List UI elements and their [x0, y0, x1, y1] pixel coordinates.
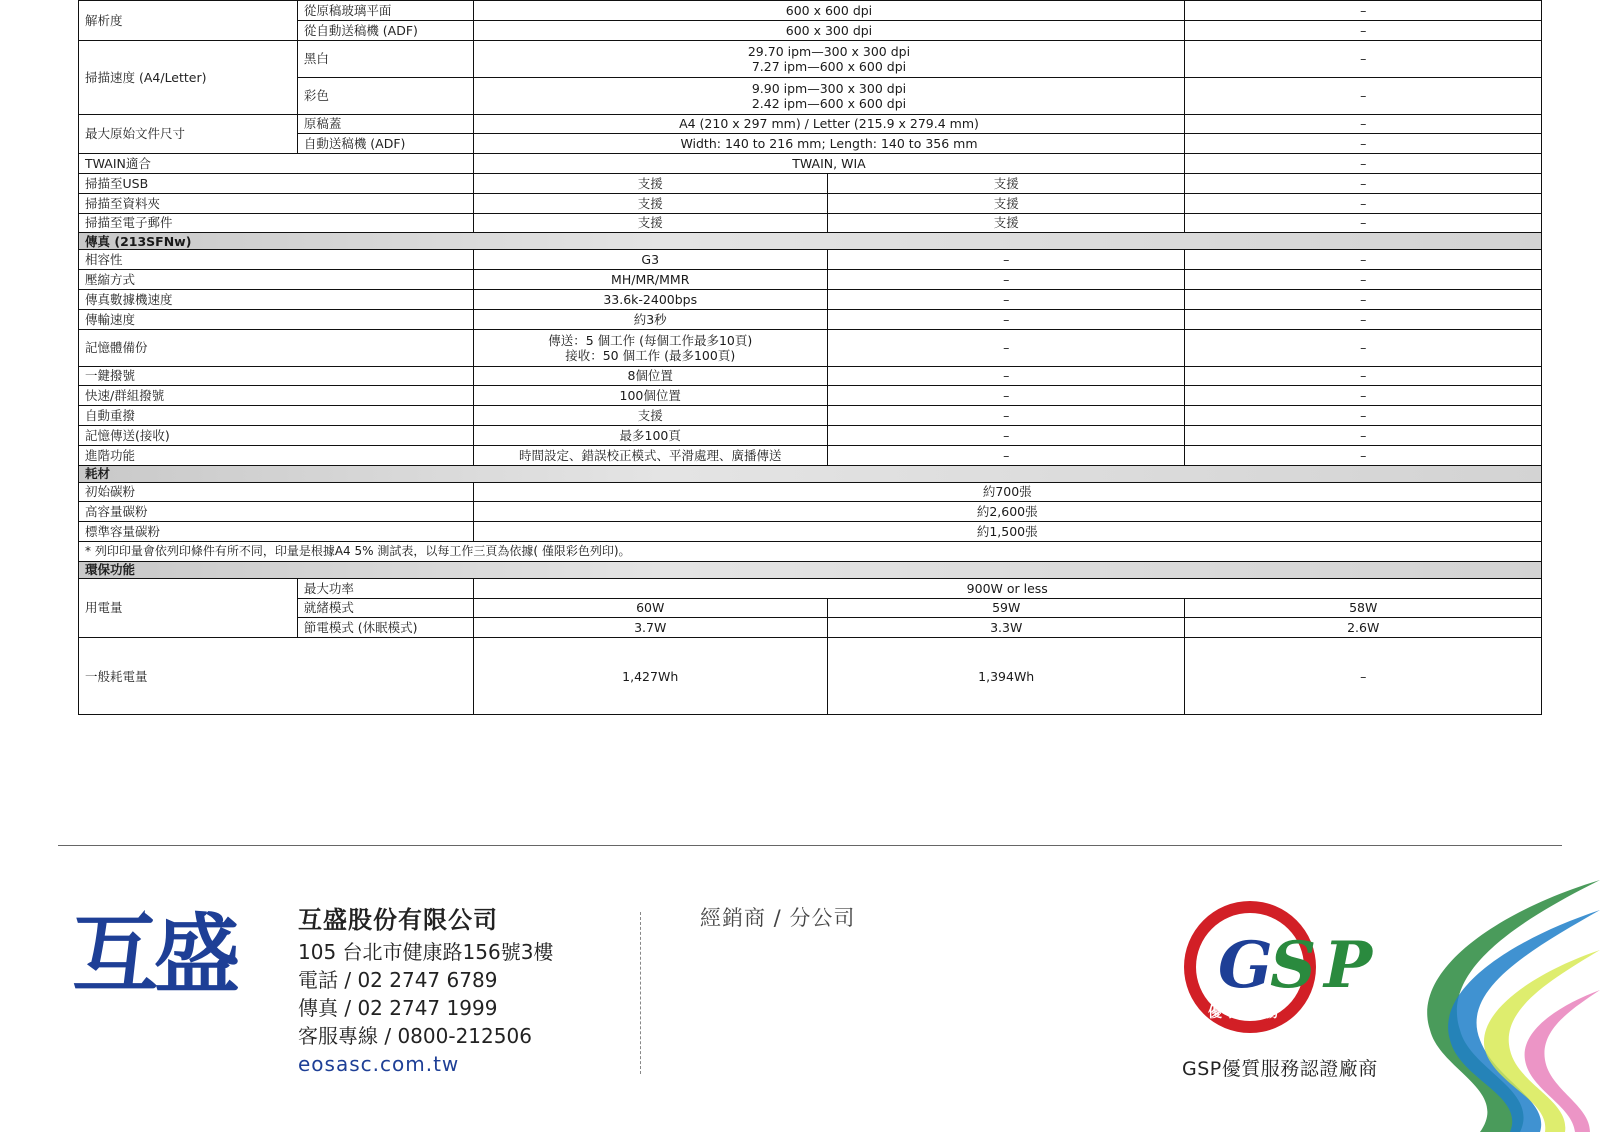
decorative-swoosh-graphic [1400, 880, 1600, 1132]
logo-text: 互盛 [72, 905, 236, 1000]
company-info [298, 906, 553, 1078]
row-label: 記憶體備份 [79, 329, 474, 366]
supplies-footnote: * 列印印量會依列印條件有所不同，印量是根據A4 5% 測試表，以每工作三頁為依據( 僅限彩色列印)。 [79, 541, 1542, 561]
cell-line: 2.42 ipm—600 x 600 dpi [751, 95, 907, 111]
cell-line: 傳送：5 個工作 (每個工作最多10頁) [548, 332, 753, 348]
table-row [79, 329, 1542, 366]
table-row [79, 20, 1542, 40]
footer-separator [640, 912, 641, 1074]
table-row [79, 638, 1542, 715]
table-row [79, 77, 1542, 114]
cell-value: 600 x 300 dpi [473, 20, 1185, 40]
cell-value: – [1185, 1, 1542, 21]
table-row [79, 193, 1542, 213]
cell-value: 時間設定、錯誤校正模式、平滑處理、廣播傳送 [473, 445, 827, 465]
row-label: 初始碳粉 [79, 482, 474, 502]
table-row [79, 386, 1542, 406]
svg-text:S: S [1270, 928, 1317, 1003]
cell-line: 接收：50 個工作 (最多100頁) [565, 347, 736, 363]
cell-value: – [1185, 425, 1542, 445]
cell-value: – [1185, 213, 1542, 233]
cell-value: 約1,500張 [473, 522, 1542, 542]
row-sub-label: 從原稿玻璃平面 [297, 1, 473, 21]
cell-value: – [1185, 114, 1542, 134]
section-header [79, 465, 1542, 482]
cell-value: – [1185, 289, 1542, 309]
cell-value: – [827, 406, 1185, 426]
cell-value [473, 40, 1185, 77]
table-row [79, 541, 1542, 561]
table-row [79, 425, 1542, 445]
table-row [79, 578, 1542, 598]
cell-value: – [1185, 366, 1542, 386]
cell-value: 2.6W [1185, 618, 1542, 638]
cell-value: Width: 140 to 216 mm; Length: 140 to 356 mm [473, 134, 1185, 154]
cell-value: – [827, 445, 1185, 465]
cell-value: – [827, 386, 1185, 406]
cell-value: – [827, 425, 1185, 445]
cell-value: 59W [827, 598, 1185, 618]
company-fax: 傳真 / 02 2747 1999 [298, 996, 498, 1020]
table-row [79, 482, 1542, 502]
row-label: 掃描至資料夾 [79, 193, 474, 213]
row-label: 相容性 [79, 250, 474, 270]
cell-value: – [827, 366, 1185, 386]
table-row [79, 40, 1542, 77]
section-title-supplies: 耗材 [79, 465, 1542, 482]
cell-value: 支援 [473, 193, 827, 213]
table-row [79, 250, 1542, 270]
cell-value: – [1185, 406, 1542, 426]
cell-value: 60W [473, 598, 827, 618]
cell-value: – [827, 289, 1185, 309]
cell-value: 約2,600張 [473, 502, 1542, 522]
table-row [79, 289, 1542, 309]
cell-value: 約3秒 [473, 309, 827, 329]
cell-value: MH/MR/MMR [473, 270, 827, 290]
row-sub-label: 自動送稿機 (ADF) [297, 134, 473, 154]
cell-value: 33.6k-2400bps [473, 289, 827, 309]
cell-value: – [1185, 386, 1542, 406]
row-sub-label: 原稿蓋 [297, 114, 473, 134]
table-row [79, 213, 1542, 233]
cell-value: 支援 [827, 213, 1185, 233]
cell-value: – [1185, 193, 1542, 213]
row-label: 進階功能 [79, 445, 474, 465]
cell-value: – [1185, 20, 1542, 40]
cell-value [473, 329, 827, 366]
cell-value: G3 [473, 250, 827, 270]
row-label: 一鍵撥號 [79, 366, 474, 386]
cell-value: – [1185, 309, 1542, 329]
table-row [79, 173, 1542, 193]
table-row [79, 134, 1542, 154]
cell-value: 58W [1185, 598, 1542, 618]
svg-text:優 良 服 務: 優 良 服 務 [1208, 1005, 1279, 1021]
row-label: 一般耗電量 [79, 638, 474, 715]
gsp-logo [1178, 895, 1404, 1040]
table-row [79, 406, 1542, 426]
section-title-eco: 環保功能 [79, 561, 1542, 578]
cell-value [473, 77, 1185, 114]
row-sub-label: 節電模式 (休眠模式) [297, 618, 473, 638]
section-header [79, 561, 1542, 578]
row-sub-label: 黑白 [297, 40, 473, 77]
cell-value: – [1185, 270, 1542, 290]
cell-value: 1,427Wh [473, 638, 827, 715]
cell-value: – [827, 250, 1185, 270]
cell-value: – [1185, 638, 1542, 715]
dealer-label: 經銷商 / 分公司 [700, 906, 856, 930]
cell-value: 支援 [827, 193, 1185, 213]
cell-value: – [827, 270, 1185, 290]
row-label: 傳輸速度 [79, 309, 474, 329]
row-group-label: 用電量 [79, 578, 298, 637]
row-sub-label: 從自動送稿機 (ADF) [297, 20, 473, 40]
section-title-fax: 傳真 (213SFNw) [79, 233, 1542, 250]
cell-value: 支援 [827, 173, 1185, 193]
row-label: 掃描至USB [79, 173, 474, 193]
row-group-label: 掃描速度 (A4/Letter) [79, 40, 298, 114]
row-label: 記憶傳送(接收) [79, 425, 474, 445]
spec-table [78, 0, 1542, 715]
row-label: 自動重撥 [79, 406, 474, 426]
cell-value: – [827, 309, 1185, 329]
cell-line: 7.27 ipm—600 x 600 dpi [751, 58, 907, 74]
row-sub-label: 最大功率 [297, 578, 473, 598]
cell-value: 3.7W [473, 618, 827, 638]
row-label: 快速/群組撥號 [79, 386, 474, 406]
cell-value: – [1185, 77, 1542, 114]
cell-line: 29.70 ipm—300 x 300 dpi [747, 43, 911, 59]
cell-value: – [1185, 173, 1542, 193]
cell-value: 最多100頁 [473, 425, 827, 445]
row-label: 傳真數據機速度 [79, 289, 474, 309]
table-row [79, 522, 1542, 542]
cell-line: 9.90 ipm—300 x 300 dpi [751, 80, 907, 96]
cell-value: 1,394Wh [827, 638, 1185, 715]
row-label: TWAIN適合 [79, 154, 474, 174]
company-hotline: 客服專線 / 0800-212506 [298, 1024, 532, 1048]
table-row [79, 309, 1542, 329]
row-label: 標準容量碳粉 [79, 522, 474, 542]
cell-value: 8個位置 [473, 366, 827, 386]
cell-value: 100個位置 [473, 386, 827, 406]
table-row [79, 445, 1542, 465]
company-name: 互盛股份有限公司 [298, 906, 498, 934]
cell-value: 支援 [473, 173, 827, 193]
table-row [79, 154, 1542, 174]
footer-divider [58, 845, 1562, 846]
row-group-label: 解析度 [79, 1, 298, 41]
cell-value: 600 x 600 dpi [473, 1, 1185, 21]
cell-value: – [1185, 250, 1542, 270]
gsp-caption: GSP優質服務認證廠商 [1182, 1058, 1378, 1080]
cell-value: – [827, 329, 1185, 366]
cell-value: – [1185, 134, 1542, 154]
table-row [79, 114, 1542, 134]
cell-value: 3.3W [827, 618, 1185, 638]
table-row [79, 598, 1542, 618]
table-row [79, 366, 1542, 386]
company-phone: 電話 / 02 2747 6789 [298, 968, 498, 992]
cell-value: 支援 [473, 213, 827, 233]
table-row [79, 1, 1542, 21]
cell-value: TWAIN, WIA [473, 154, 1185, 174]
table-row [79, 270, 1542, 290]
table-row [79, 502, 1542, 522]
cell-value: – [1185, 40, 1542, 77]
row-label: 壓縮方式 [79, 270, 474, 290]
company-address: 105 台北市健康路156號3樓 [298, 940, 554, 964]
company-logo [72, 900, 250, 1000]
cell-value: A4 (210 x 297 mm) / Letter (215.9 x 279.4 mm) [473, 114, 1185, 134]
row-group-label: 最大原始文件尺寸 [79, 114, 298, 154]
cell-value: 900W or less [473, 578, 1542, 598]
cell-value: – [1185, 154, 1542, 174]
svg-text:P: P [1324, 928, 1373, 1003]
row-label: 高容量碳粉 [79, 502, 474, 522]
svg-text:G: G [1218, 928, 1273, 1003]
row-label: 掃描至電子郵件 [79, 213, 474, 233]
cell-value: – [1185, 329, 1542, 366]
company-url[interactable]: eosasc.com.tw [298, 1052, 460, 1076]
cell-value: 約700張 [473, 482, 1542, 502]
table-row [79, 618, 1542, 638]
cell-value: – [1185, 445, 1542, 465]
cell-value: 支援 [473, 406, 827, 426]
row-sub-label: 就緒模式 [297, 598, 473, 618]
section-header [79, 233, 1542, 250]
row-sub-label: 彩色 [297, 77, 473, 114]
